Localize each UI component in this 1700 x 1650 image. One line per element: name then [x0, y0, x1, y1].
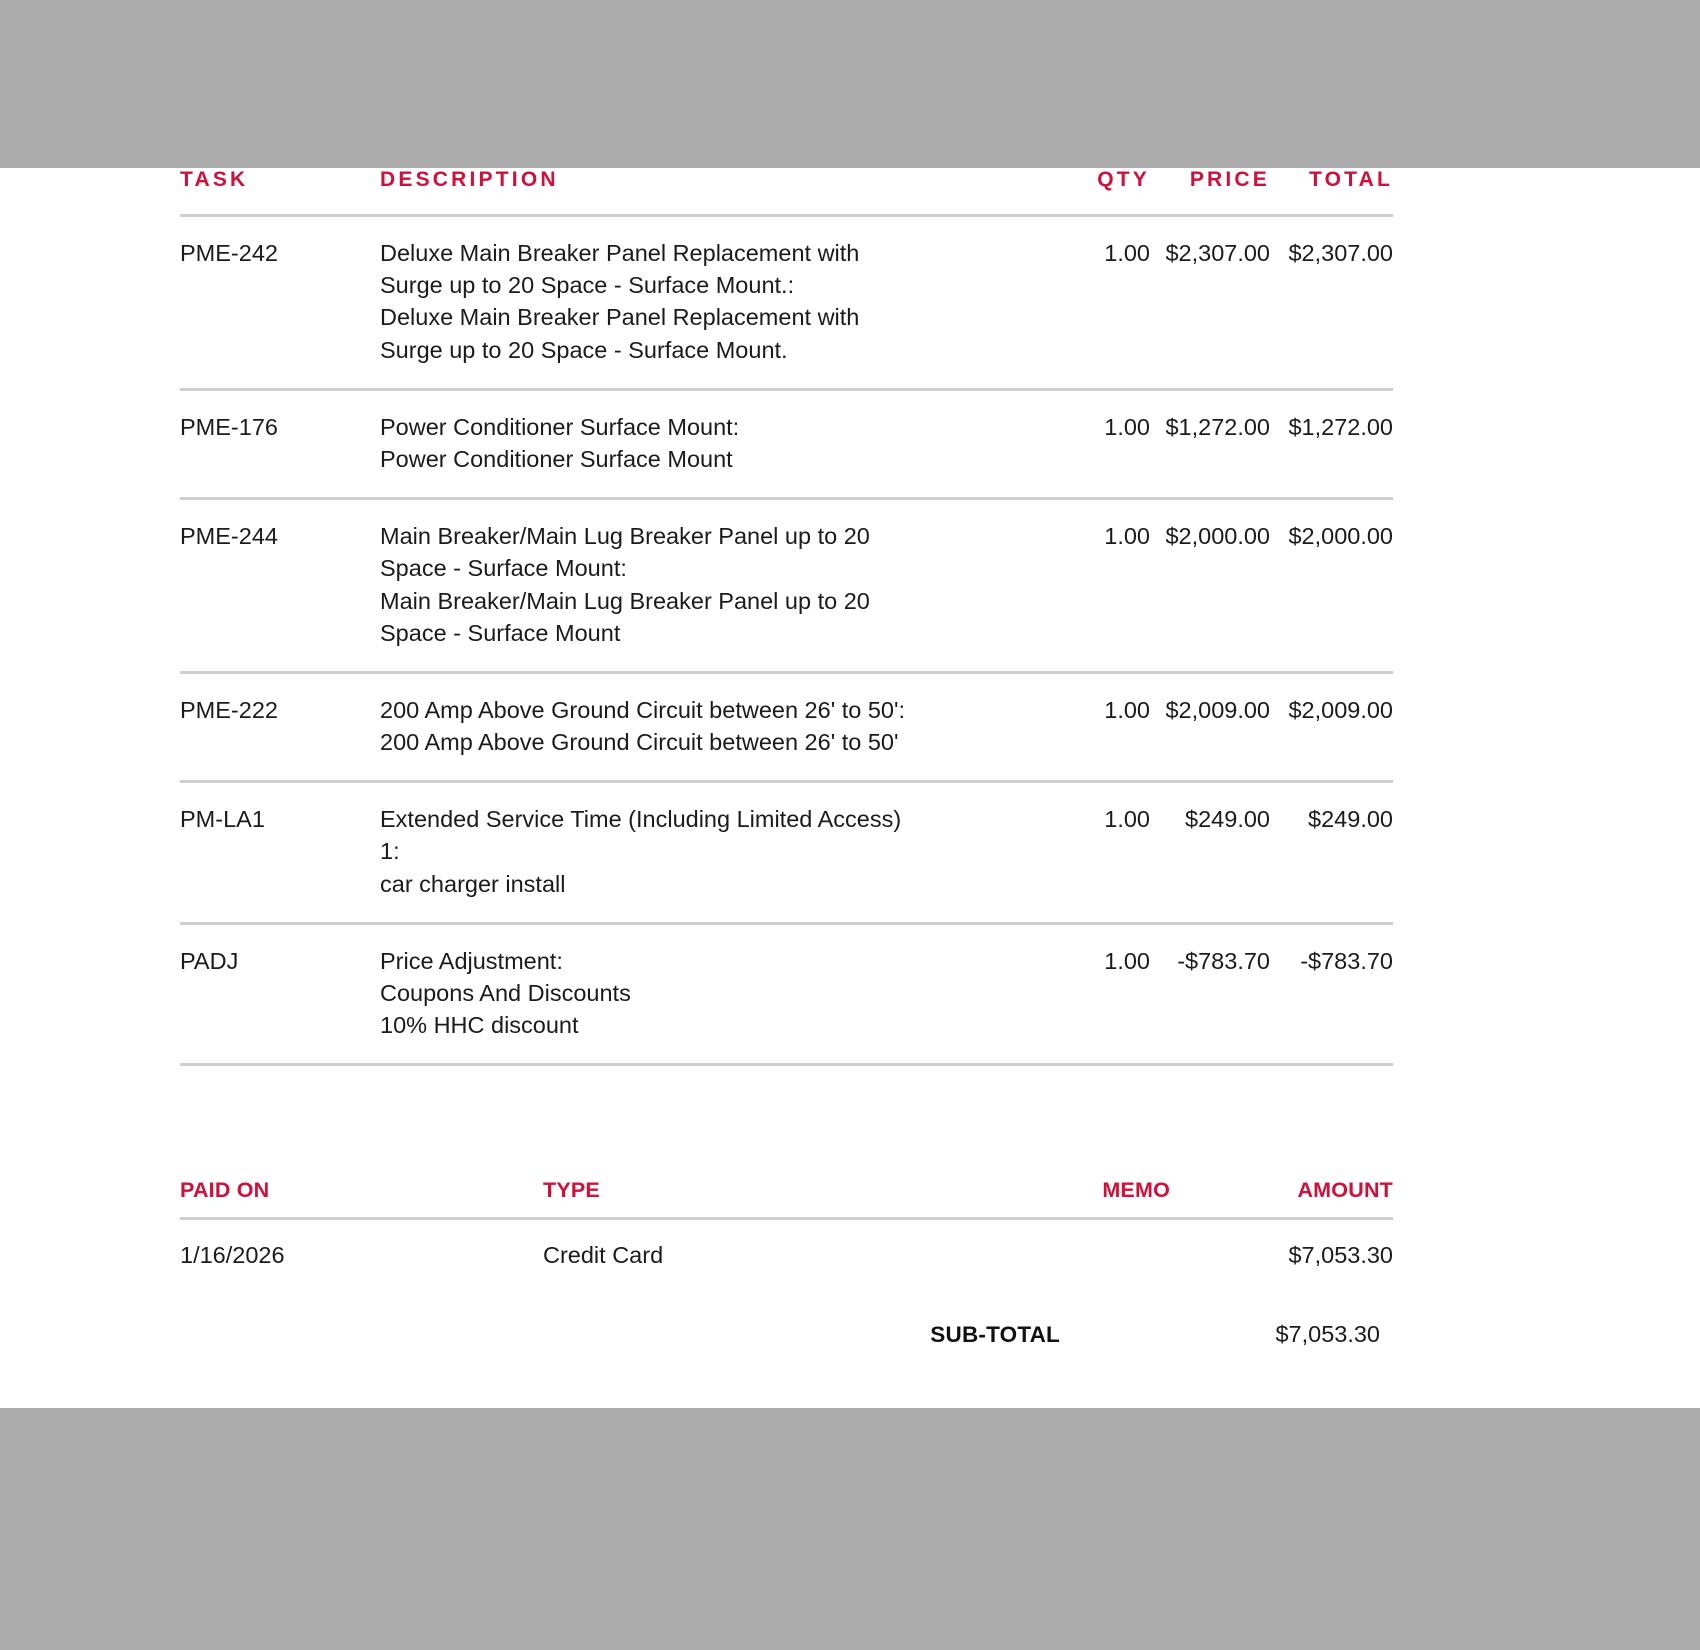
cell-price: $2,307.00 — [1150, 216, 1270, 390]
cell-price: $2,000.00 — [1150, 499, 1270, 673]
description-line: 200 Amp Above Ground Circuit between 26' to 50': — [380, 696, 905, 723]
cell-total: $2,307.00 — [1270, 216, 1393, 390]
table-row — [180, 1219, 1393, 1270]
cell-task: PM-LA1 — [180, 782, 380, 924]
cell-price: -$783.70 — [1150, 923, 1270, 1065]
description-line: 10% HHC discount — [380, 1012, 579, 1039]
payments-header-row — [180, 1178, 1393, 1219]
cell-description — [380, 499, 1040, 673]
page-bottom-margin-band — [0, 1408, 1700, 1650]
description-line: Main Breaker/Main Lug Breaker Panel up to 20 — [380, 523, 870, 550]
cell-payment-type: Credit Card — [543, 1219, 995, 1270]
column-header-memo: MEMO — [1102, 1178, 1170, 1203]
table-row — [180, 782, 1393, 924]
cell-total: -$783.70 — [1270, 923, 1393, 1065]
cell-task: PME-244 — [180, 499, 380, 673]
payments-section — [180, 1178, 1393, 1348]
cell-price: $1,272.00 — [1150, 389, 1270, 498]
table-row — [180, 499, 1393, 673]
column-header-task: TASK — [180, 168, 249, 191]
description-line: Coupons And Discounts — [380, 980, 631, 1006]
invoice-page-sheet — [0, 168, 1700, 1408]
cell-description — [380, 672, 1040, 781]
line-items-header-row — [180, 168, 1393, 216]
cell-task: PME-222 — [180, 672, 380, 781]
description-line: Space - Surface Mount — [380, 619, 621, 646]
description-line: Price Adjustment: — [380, 947, 563, 974]
cell-qty: 1.00 — [1040, 216, 1150, 390]
description-line: 1: — [380, 838, 400, 865]
table-row — [180, 672, 1393, 781]
column-header-type: TYPE — [543, 1178, 600, 1203]
cell-description — [380, 389, 1040, 498]
cell-total: $2,000.00 — [1270, 499, 1393, 673]
cell-total: $2,009.00 — [1270, 672, 1393, 781]
cell-description — [380, 216, 1040, 390]
description-line: Surge up to 20 Space - Surface Mount.: — [380, 272, 795, 299]
line-items-bottom-rule — [180, 1065, 1393, 1067]
description-line: Power Conditioner Surface Mount: — [380, 413, 740, 440]
cell-task: PME-176 — [180, 389, 380, 498]
cell-price: $249.00 — [1150, 782, 1270, 924]
column-header-price: PRICE — [1189, 168, 1270, 191]
description-line: Power Conditioner Surface Mount — [380, 445, 733, 472]
cell-qty: 1.00 — [1040, 389, 1150, 498]
column-header-total: TOTAL — [1308, 168, 1393, 191]
cell-total: $249.00 — [1270, 782, 1393, 924]
column-header-qty: QTY — [1097, 168, 1150, 191]
cell-task: PME-242 — [180, 216, 380, 390]
cell-paid-on: 1/16/2026 — [180, 1219, 543, 1270]
table-row — [180, 923, 1393, 1065]
table-row — [180, 389, 1393, 498]
cell-qty: 1.00 — [1040, 923, 1150, 1065]
column-header-description: DESCRIPTION — [380, 168, 559, 191]
description-line: 200 Amp Above Ground Circuit between 26' to 50' — [380, 729, 899, 756]
column-header-amount: AMOUNT — [1297, 1178, 1393, 1203]
cell-amount: $7,053.30 — [1170, 1219, 1393, 1270]
line-items-table — [180, 168, 1393, 1066]
cell-qty: 1.00 — [1040, 672, 1150, 781]
invoice-content — [180, 168, 1393, 1348]
description-line: Deluxe Main Breaker Panel Replacement with — [380, 240, 860, 266]
subtotal-label: SUB-TOTAL — [930, 1322, 1060, 1348]
description-line: Surge up to 20 Space - Surface Mount. — [380, 336, 788, 363]
description-line: Space - Surface Mount: — [380, 555, 627, 582]
cell-description — [380, 782, 1040, 924]
description-line: Extended Service Time (Including Limited Access) — [380, 806, 902, 833]
page-top-margin-band — [0, 0, 1700, 168]
subtotal-value: $7,053.30 — [1275, 1321, 1380, 1348]
payments-table — [180, 1178, 1393, 1269]
subtotal-row — [180, 1321, 1393, 1348]
cell-memo — [995, 1219, 1170, 1270]
cell-price: $2,009.00 — [1150, 672, 1270, 781]
line-items-body — [180, 216, 1393, 1067]
description-line: Deluxe Main Breaker Panel Replacement with — [380, 304, 860, 331]
cell-qty: 1.00 — [1040, 499, 1150, 673]
cell-qty: 1.00 — [1040, 782, 1150, 924]
payments-body — [180, 1219, 1393, 1270]
column-header-paid-on: PAID ON — [180, 1178, 270, 1203]
cell-total: $1,272.00 — [1270, 389, 1393, 498]
table-row — [180, 216, 1393, 390]
cell-task: PADJ — [180, 923, 380, 1065]
cell-description — [380, 923, 1040, 1065]
description-line: Main Breaker/Main Lug Breaker Panel up to 20 — [380, 587, 870, 614]
description-line: car charger install — [380, 870, 566, 897]
